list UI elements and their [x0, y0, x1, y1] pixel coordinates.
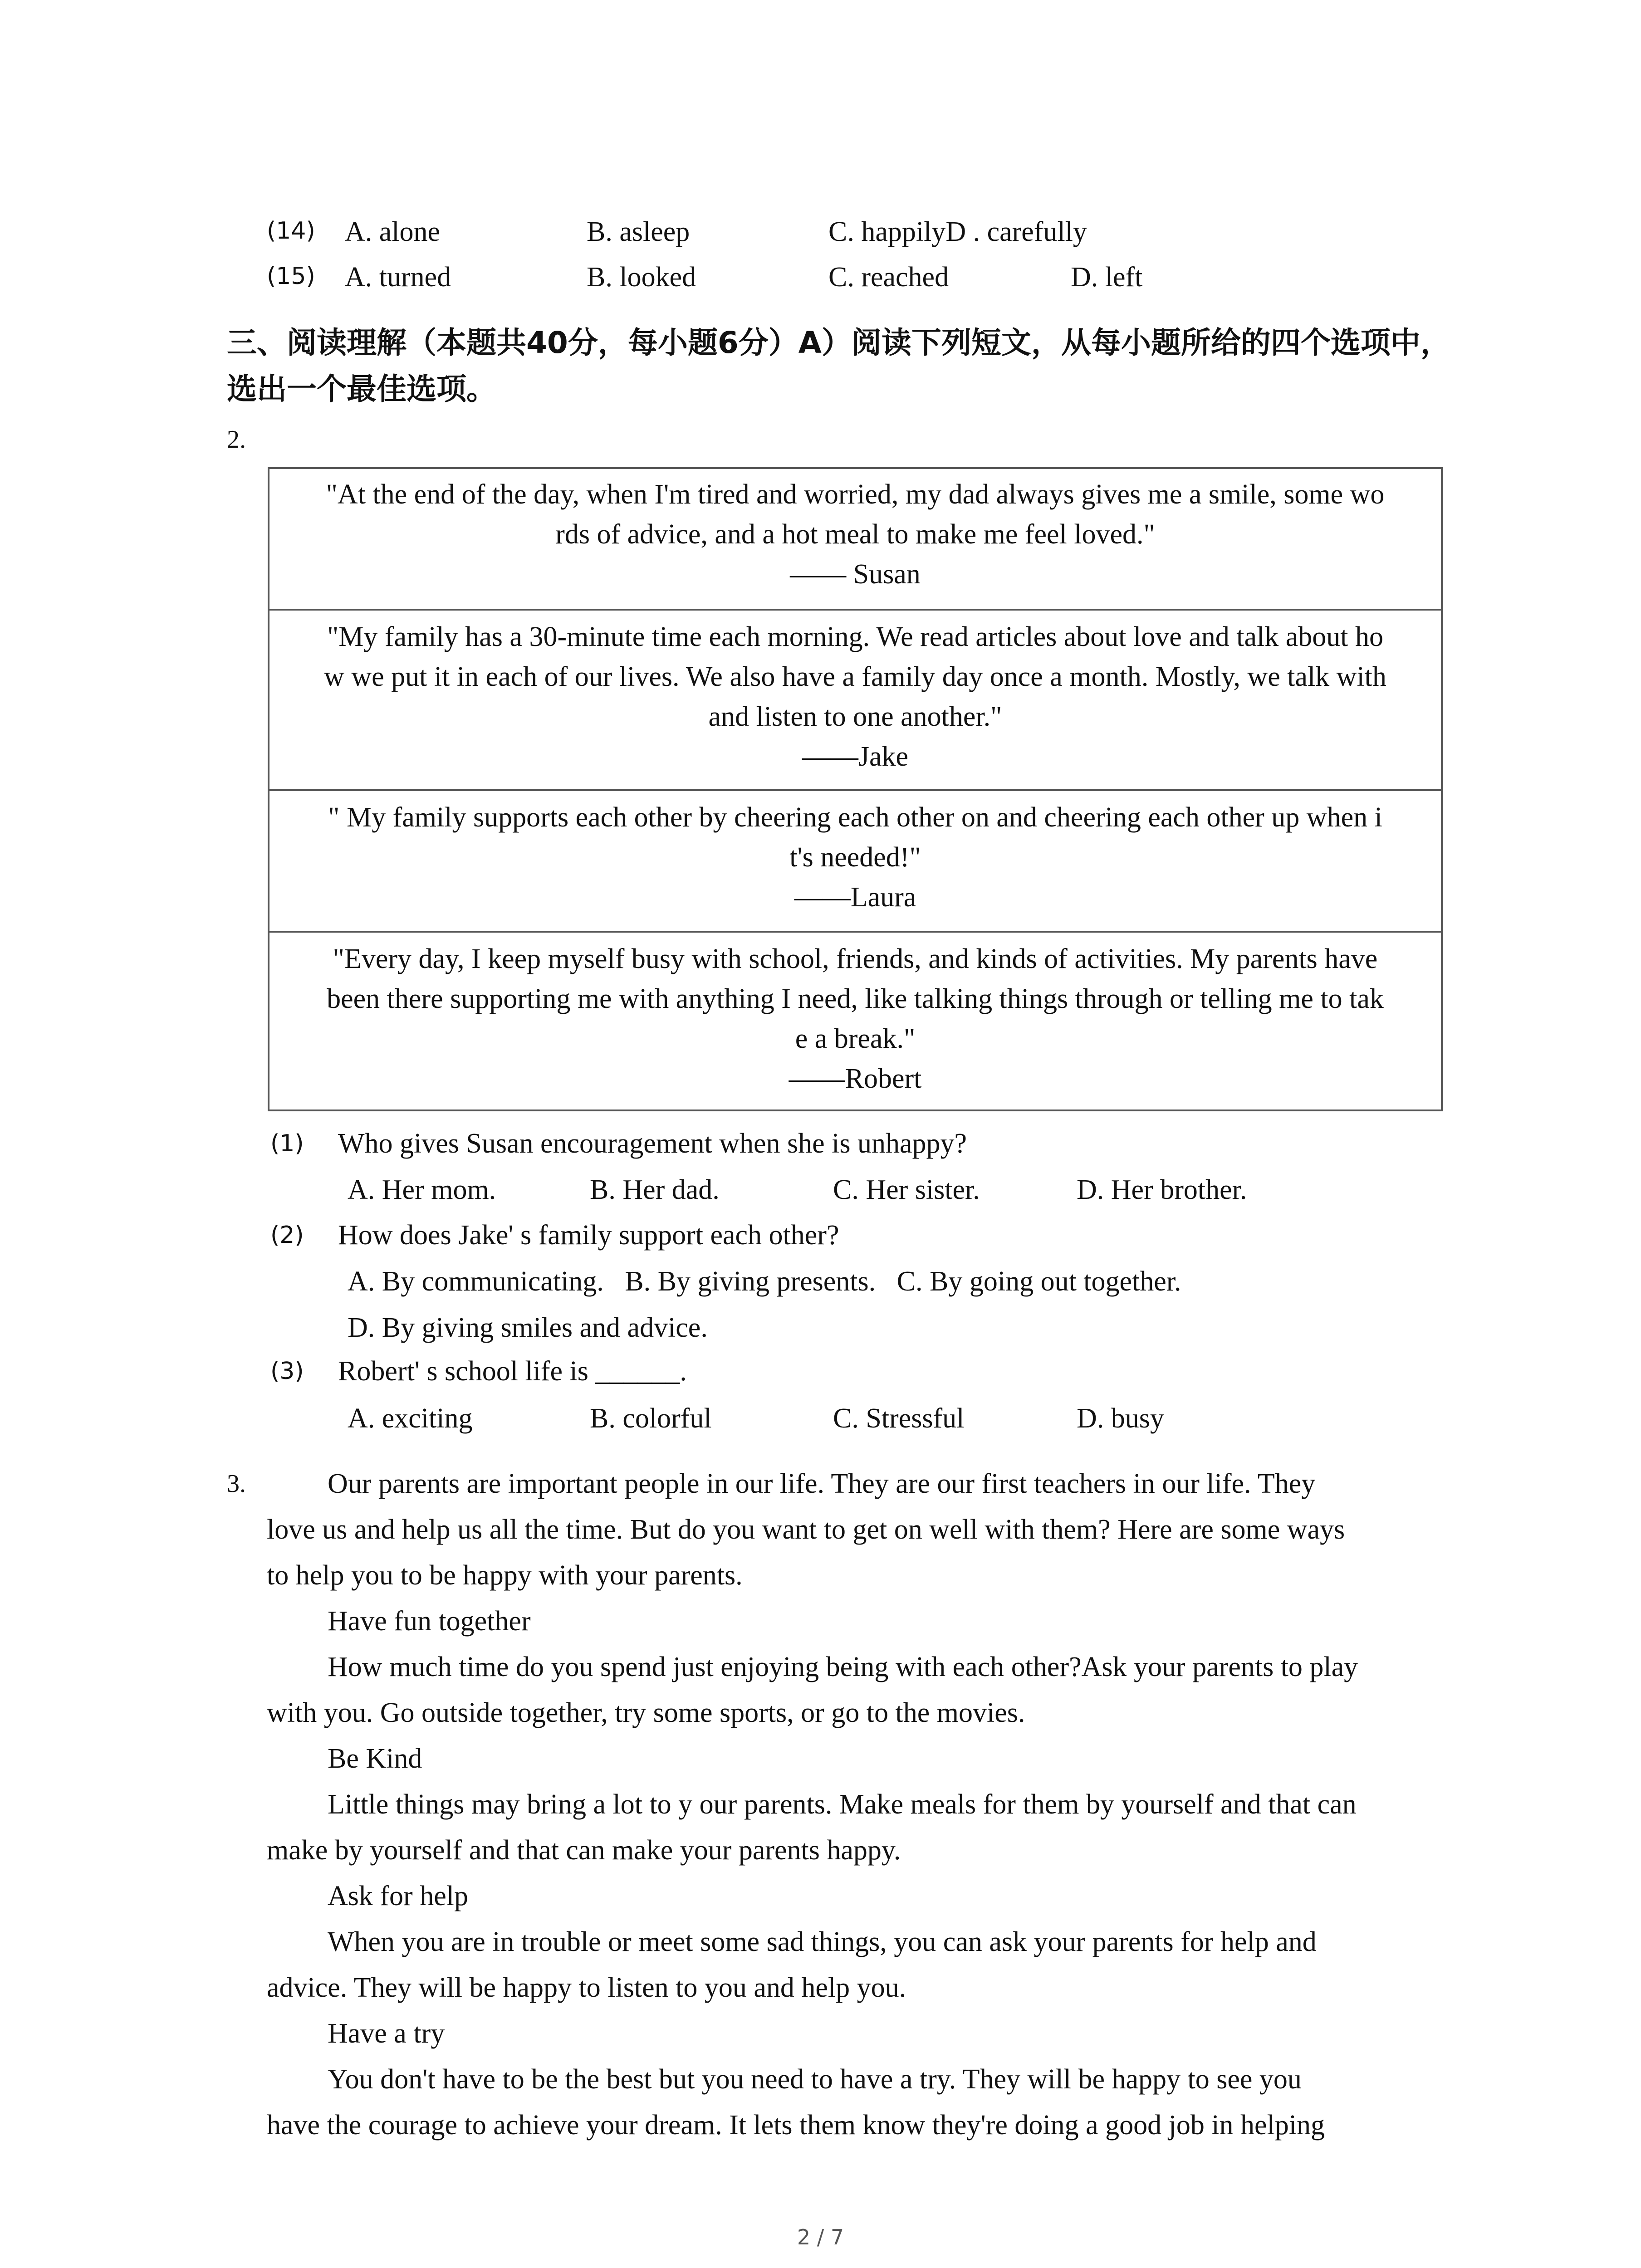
passage-subheading: Ask for help	[328, 1881, 468, 1911]
passage-line: with you. Go outside together, try some sports, or go to the movies.	[267, 1697, 1025, 1728]
passage-line: You don't have to be the best but you need to have a try. They will be happy to see you	[328, 2064, 1302, 2095]
question-1-option-c: C. Her sister.	[833, 1174, 980, 1205]
question-1-number: (1)	[270, 1130, 304, 1157]
quote-line: t's needed!"	[789, 842, 921, 873]
item-2-number: 2.	[227, 425, 246, 454]
quotes-table	[268, 467, 1443, 1111]
passage-subheading: Have a try	[328, 2018, 445, 2049]
question-2-option-d: D. By giving smiles and advice.	[348, 1312, 708, 1343]
question-15-option-a: A. turned	[345, 262, 451, 293]
question-1-stem: Who gives Susan encouragement when she is unhappy?	[338, 1128, 967, 1159]
question-3-option-d: D. busy	[1077, 1403, 1164, 1434]
quote-line: e a break."	[795, 1023, 916, 1054]
question-1-option-a: A. Her mom.	[348, 1174, 496, 1205]
question-14-option-a: A. alone	[345, 216, 441, 247]
question-15-option-d: D. left	[1071, 262, 1143, 293]
question-3-option-c: C. Stressful	[833, 1403, 965, 1434]
question-14-option-cd: C. happilyD . carefully	[828, 216, 1087, 247]
passage-subheading: Have fun together	[328, 1606, 531, 1637]
question-1-option-b: B. Her dad.	[590, 1174, 720, 1205]
question-14-number: (14)	[267, 217, 315, 244]
quote-author: —— Susan	[790, 559, 921, 590]
quote-line: w we put it in each of our lives. We also have a family day once a month. Mostly, we talk with	[324, 661, 1386, 692]
item-3-number: 3.	[227, 1470, 246, 1498]
question-15-option-c: C. reached	[828, 262, 949, 293]
passage-line: When you are in trouble or meet some sad things, you can ask your parents for help and	[328, 1926, 1317, 1957]
passage-subheading: Be Kind	[328, 1743, 422, 1774]
quote-cell-susan	[269, 469, 1441, 611]
quote-line: "At the end of the day, when I'm tired and worried, my dad always gives me a smile, some wo	[326, 479, 1385, 510]
passage-line: How much time do you spend just enjoying being with each other?Ask your parents to play	[328, 1652, 1358, 1682]
quote-line: "My family has a 30-minute time each morning. We read articles about love and talk about ho	[327, 621, 1383, 652]
question-3-number: (3)	[270, 1358, 304, 1385]
section-heading-line-1: 三、阅读理解（本题共40分，每小题6分）A）阅读下列短文，从每小题所给的四个选项中，	[227, 325, 1450, 360]
quote-author: ——Laura	[794, 882, 916, 913]
passage-line: to help you to be happy with your parents.	[267, 1560, 743, 1591]
quote-cell-robert	[269, 933, 1441, 1110]
passage-line: have the courage to achieve your dream. It lets them know they're doing a good job in helping	[267, 2110, 1325, 2141]
question-3-option-b: B. colorful	[590, 1403, 712, 1434]
question-14-option-b: B. asleep	[587, 216, 690, 247]
quote-cell-jake	[269, 611, 1441, 791]
passage-line: Our parents are important people in our life. They are our first teachers in our life. They	[328, 1468, 1316, 1499]
quote-author: ——Robert	[789, 1063, 922, 1094]
question-15-number: (15)	[267, 263, 315, 290]
quote-author: ——Jake	[802, 741, 909, 772]
question-3-stem: Robert' s school life is ______.	[338, 1356, 687, 1387]
passage-line: love us and help us all the time. But do you want to get on well with them? Here are some ways	[267, 1514, 1345, 1545]
question-3-option-a: A. exciting	[348, 1403, 473, 1434]
quote-cell-laura	[269, 791, 1441, 933]
question-1-option-d: D. Her brother.	[1077, 1174, 1247, 1205]
page-number: 2 / 7	[797, 2225, 844, 2249]
quote-line: and listen to one another."	[708, 701, 1002, 732]
question-2-stem: How does Jake' s family support each other?	[338, 1220, 839, 1251]
question-2-number: (2)	[270, 1222, 304, 1249]
quote-line: been there supporting me with anything I need, like talking things through or telling me to tak	[327, 983, 1384, 1014]
question-15-option-b: B. looked	[587, 262, 696, 293]
quote-line: "Every day, I keep myself busy with school, friends, and kinds of activities. My parents have	[333, 943, 1378, 974]
section-heading-line-2: 选出一个最佳选项。	[227, 371, 496, 406]
passage-line: Little things may bring a lot to y our parents. Make meals for them by yourself and that can	[328, 1789, 1357, 1820]
passage-line: advice. They will be happy to listen to you and help you.	[267, 1972, 906, 2003]
passage-line: make by yourself and that can make your parents happy.	[267, 1835, 901, 1866]
question-2-options-abc: A. By communicating. B. By giving presents. C. By going out together.	[348, 1266, 1181, 1297]
quote-line: rds of advice, and a hot meal to make me feel loved."	[555, 519, 1155, 550]
quote-line: " My family supports each other by cheering each other on and cheering each other up when i	[328, 802, 1382, 833]
